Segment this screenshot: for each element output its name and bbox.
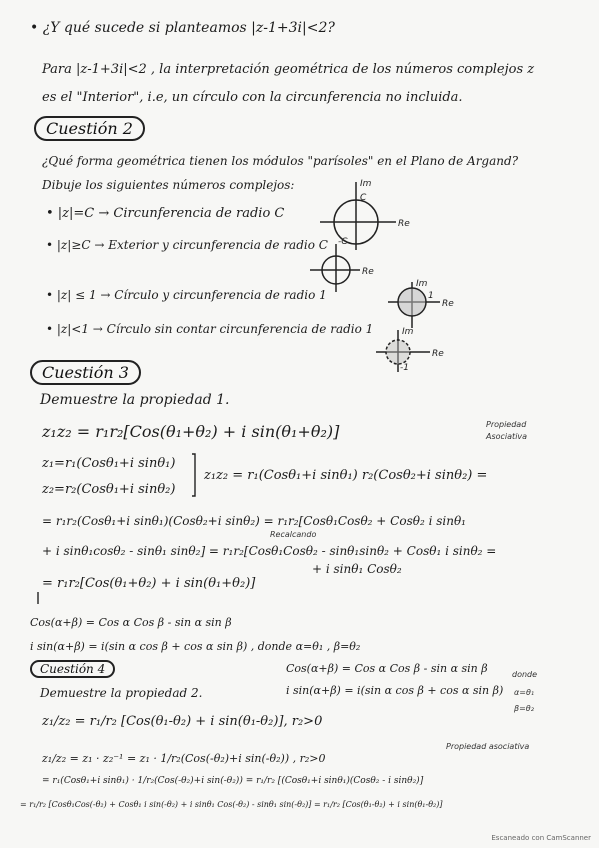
label-im-3: Im [416, 279, 428, 289]
quotient-line-1: z₁/z₂ = r₁/r₂ [Cos(θ₁-θ₂) + i sin(θ₁-θ₂)], r₂>0 [42, 714, 323, 729]
equation-line-1: z₁z₂ = r₁r₂[Cos(θ₁+θ₂) + i sin(θ₁+θ₂)] [42, 422, 340, 441]
q2-prompt: ¿Qué forma geométrica tienen los módulos "parísoles" en el Plano de Argand? [42, 154, 519, 168]
heading-cuestion-4: Cuestión 4 [30, 660, 115, 678]
label-re: Re [398, 219, 410, 229]
equation-line-4b: + i sinθ₁ Cosθ₂ [312, 562, 402, 576]
paragraph-line-1: Para |z-1+3i|<2 , la interpretación geométrica de los números complejos z [42, 62, 535, 77]
scanner-watermark: Escaneado con CamScanner [491, 834, 591, 842]
q2-instruction: Dibuje los siguientes números complejos: [42, 178, 295, 192]
bullet-2: • |z|≥C → Exterior y circunferencia de radio C [46, 238, 328, 252]
label-re-3: Re [442, 299, 454, 309]
q3-instruction: Demuestre la propiedad 1. [40, 392, 230, 408]
heading-cuestion-2: Cuestión 2 [34, 116, 145, 141]
label-one: 1 [428, 291, 434, 301]
note-propiedad: Propiedad [486, 420, 527, 429]
quotient-line-2: z₁/z₂ = z₁ · z₂⁻¹ = z₁ · 1/r₂(Cos(-θ₂)+i sin(-θ₂)) , r₂>0 [42, 752, 326, 765]
bullet-1: • |z|=C → Circunferencia de radio C [46, 206, 285, 221]
identity-sin: i sin(α+β) = i(sin α cos β + cos α sin β) , donde α=θ₁ , β=θ₂ [30, 640, 361, 653]
paragraph-line-2: es el "Interior", i.e, un círculo con la circunferencia no incluida. [42, 90, 463, 105]
identity-cos-repeat: Cos(α+β) = Cos α Cos β - sin α sin β [286, 662, 488, 675]
label-re-2: Re [362, 267, 374, 277]
equation-line-4: + i sinθ₁cosθ₂ - sinθ₁ sinθ₂] = r₁r₂[Cosθ₁Cosθ₂ - sinθ₁sinθ₂ + Cosθ₁ i sinθ₂ = [42, 544, 497, 558]
label-re-4: Re [432, 349, 444, 359]
note-recalcando: Recalcando [270, 530, 317, 539]
quotient-line-3: = r₁(Cosθ₁+i sinθ₁) · 1/r₂(Cos(-θ₂)+i sin(-θ₂)) = r₁/r₂ [(Cosθ₁+i sinθ₁)(Cosθ₂ - i sinθ₂)] [42, 776, 424, 786]
equation-line-3: = r₁r₂(Cosθ₁+i sinθ₁)(Cosθ₂+i sinθ₂) = r₁r₂[Cosθ₁Cosθ₂ + Cosθ₂ i sinθ₁ [42, 514, 466, 528]
label-minus-one: -1 [400, 363, 409, 373]
identity-cos: Cos(α+β) = Cos α Cos β - sin α sin β [30, 616, 232, 629]
q4-instruction: Demuestre la propiedad 2. [40, 686, 203, 700]
identity-sin-repeat: i sin(α+β) = i(sin α cos β + cos α sin β) [286, 684, 504, 697]
equation-z2: z₂=r₂(Cosθ₁+i sinθ₂) [42, 482, 176, 497]
label-c: C [360, 193, 367, 203]
note-donde: donde [512, 670, 538, 679]
note-alpha: α=θ₁ [514, 688, 535, 697]
note-beta: β=θ₂ [514, 704, 534, 713]
note-asociativa: Asociativa [486, 432, 528, 441]
equation-product: z₁z₂ = r₁(Cosθ₁+i sinθ₁) r₂(Cosθ₂+i sinθ₂) = [204, 468, 488, 483]
label-im-4: Im [402, 327, 414, 337]
quotient-line-4: = r₁/r₂ [Cosθ₁Cos(-θ₂) + Cosθ₁ i sin(-θ₂) + i sinθ₁ Cos(-θ₂) - sinθ₁ sin(-θ₂)] = r₁/r₂ [Cos(θ₁-θ₂) + i sin(θ₁-θ₂)] [20, 800, 443, 809]
label-minus-c: -C [338, 237, 348, 247]
equation-z1: z₁=r₁(Cosθ₁+i sinθ₁) [42, 456, 176, 471]
note-propiedad-asociativa: Propiedad asociativa [446, 742, 530, 751]
equation-line-5: = r₁r₂[Cos(θ₁+θ₂) + i sin(θ₁+θ₂)] [42, 576, 256, 591]
intro-question: • ¿Y qué sucede si planteamos |z-1+3i|<2? [30, 20, 335, 36]
label-im: Im [360, 179, 372, 189]
heading-cuestion-3: Cuestión 3 [30, 360, 141, 385]
bullet-3: • |z| ≤ 1 → Círculo y circunferencia de radio 1 [46, 288, 327, 302]
bullet-4: • |z|<1 → Círculo sin contar circunferencia de radio 1 [46, 322, 374, 336]
